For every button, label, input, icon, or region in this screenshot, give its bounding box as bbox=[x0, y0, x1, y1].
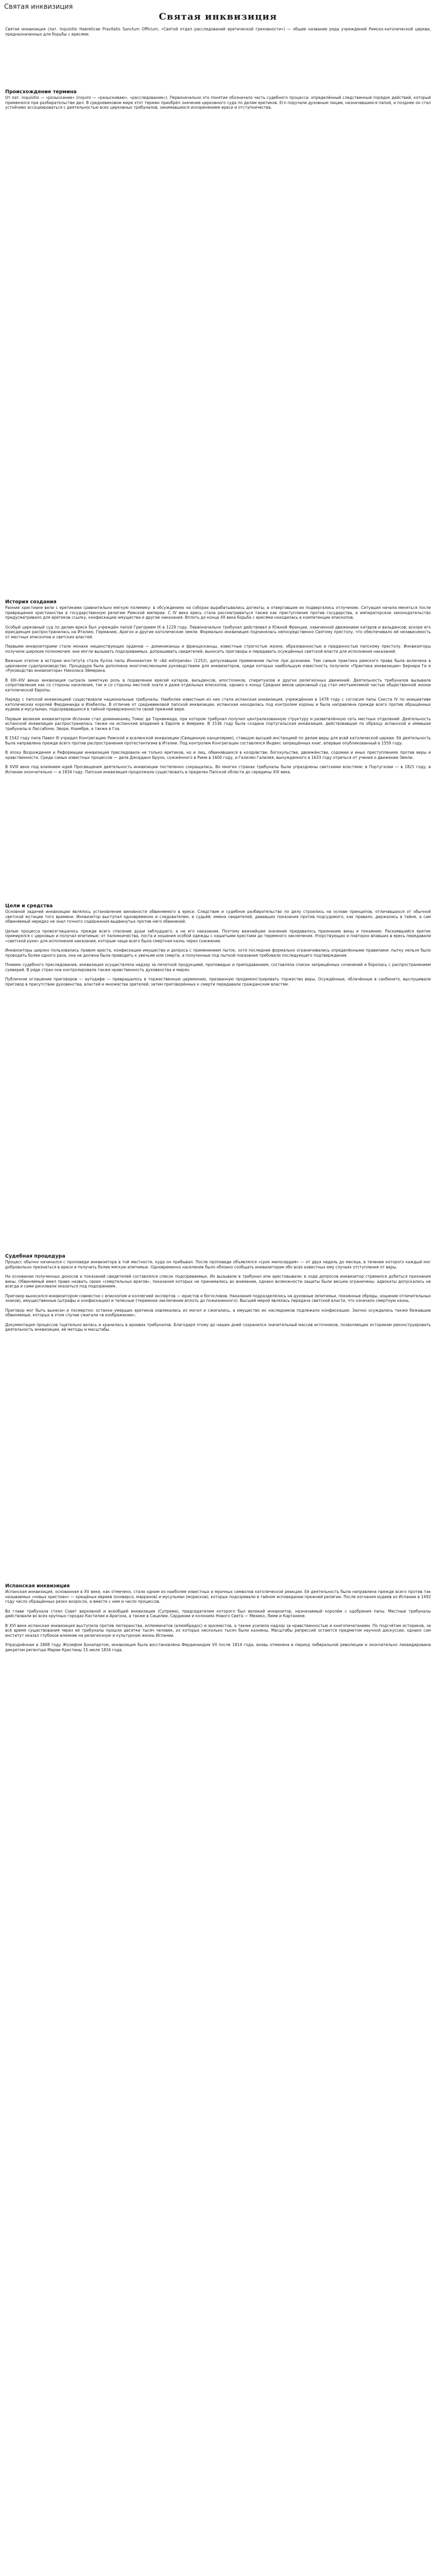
section-paragraph: На основании полученных доносов и показаний свидетелей составлялся список подозреваемых. Их вызывали в трибунал или арестовывали; в ходе допросов инквизитор стремился добиться признания вины. Обвиняемый имел право назвать своих «смертельных врагов», показания которых не принимались во внимание, однако возможности защиты были весьма ограничены: адвокаты допускались не всегда и сами рисковали оказаться под подозрением. bbox=[5, 1274, 431, 1289]
section-paragraph: Приговор мог быть вынесен и посмертно: останки умерших еретиков извлекались из могил и сжигались, а имущество их наследников подлежало конфискации. Заочно осуждались также бежавшие обвиняемые, которых в этом случае сжигали «в изображении». bbox=[5, 1308, 431, 1317]
section-paragraph: Целью процесса провозглашалось прежде всего спасение души заблудшего, а не его наказание. Поэтому важнейшее значение придавалось признанию вины и покаянию. Раскаявшийся еретик примирялся с церковью и получал епитимью: от паломничества, поста и ношения особой одежды с нашитыми крестами до тюремного заключения. Упорствующих и повторно впавших в ересь передавали «светской руке» для исполнения наказания, которым чаще всего была смертная казнь через сожжение. bbox=[5, 928, 431, 943]
section-heading: История создания bbox=[5, 599, 57, 605]
section-paragraph: Помимо судебного преследования, инквизиция осуществляла надзор за печатной продукцией, проповедью и преподаванием, составляла списки запрещённых сочинений и боролась с распространением суеверий. В ряде стран она контролировала также нравственность духовенства и мирян. bbox=[5, 962, 431, 972]
section-paragraph: Упразднённая в 1808 году Жозефом Бонапартом, инквизиция была восстановлена Фердинандом VII после 1814 года, вновь отменена в период либеральной революции и окончательно ликвидирована декретом регентши Марии Кристины 15 июля 1834 года. bbox=[5, 1642, 431, 1652]
section-paragraph: Ранние христиане вели с еретиками сравнительно мягкую полемику: в обсуждениях на соборах вырабатывались догматы, а отвергавшие их подвергались отлучению. Ситуация начала меняться после превращения христианства в государственную религию Римской империи. С IV века ересь стала рассматриваться также как преступление против государства, а императорское законодательство предусматривало для еретиков ссылку, конфискацию имущества и другие наказания. Вплоть до конца XII века борьба с ересями находилась в компетенции епископов. bbox=[5, 605, 431, 620]
section-paragraph: Испанская инквизиция, основанная в XV веке, как отмечено, стала одним из наиболее известных и мрачных символов католической реакции. Её деятельность была направлена прежде всего против так называемых «новых христиан» — крещёных евреев (конверсо, марранов) и мусульман (морисков), которых подозревали в тайном исповедании прежней религии. После изгнания иудеев из Испании в 1492 году число обращённых резко возросло, а вместе с ним и число процессов. bbox=[5, 1589, 431, 1604]
article-title: Святая инквизиция bbox=[159, 11, 277, 22]
intro-block bbox=[5, 27, 431, 37]
section-paragraph: Первыми инквизиторами стали монахи нищенствующих орденов — доминиканцы и францисканцы, известные строгостью жизни, образованностью и преданностью папскому престолу. Инквизиторы получили широкие полномочия: они могли вызывать подозреваемых, допрашивать свидетелей, выносить приговоры и передавать осуждённых светской власти для исполнения наказаний. bbox=[5, 644, 431, 654]
section-paragraph: Документация процессов тщательно велась и хранилась в архивах трибуналов. Благодаря этому до наших дней сохранился значительный массив источников, позволяющих историкам реконструировать деятельность инквизиции, её методы и масштабы. bbox=[5, 1322, 431, 1332]
section-paragraph: В XIII–XIV веках инквизиция сыграла заметную роль в подавлении ересей катаров, вальденсов, апостоликов, спиритуалов и других религиозных движений. Деятельность трибуналов вызывала сопротивление как со стороны населения, так и со стороны местной знати и даже отдельных епископов, однако к концу Средних веков церковный суд стал неотъемлемой частью общественной жизни католической Европы. bbox=[5, 677, 431, 692]
section-heading: Судебная процедура bbox=[5, 1253, 65, 1259]
section-1 bbox=[5, 89, 431, 115]
section-heading: Происхождение термина bbox=[5, 89, 77, 95]
intro-paragraph: Святая инквизиция (лат. Inquisitio Haereticae Pravitatis Sanctum Officium, «Святой отдел расследований еретической греховности») — общее название ряда учреждений Римско-католической церкви, предназначенных для борьбы с ересями. bbox=[5, 27, 431, 37]
section-paragraph: Основной задачей инквизиции являлось установление виновности обвиняемого в ереси. Следствие и судебное разбирательство по делу строились на основе принципов, отличавшихся от обычной светской юстиции того времени. Инквизитор выступал одновременно и следователем, и судьёй; имена свидетелей, дававших показания против подсудимого, как правило, держались в тайне, а сам обвиняемый нередко не знал точного содержания выдвинутых против него обвинений. bbox=[5, 909, 431, 924]
section-paragraph: Процесс обычно начинался с проповеди инквизитора в той местности, куда он прибывал. После проповеди объявлялся «срок милосердия» — от двух недель до месяца, в течение которого каждый мог добровольно признаться в ереси и получить более мягкую епитимью. Одновременно население было обязано сообщать инквизиторам обо всех известных ему случаях отступления от веры. bbox=[5, 1260, 431, 1269]
section-heading: Испанская инквизиция bbox=[5, 1583, 70, 1589]
section-2 bbox=[5, 599, 431, 779]
section-paragraph: Инквизиторы широко пользовались правом ареста, конфискации имущества и допроса с применением пыток, хотя последние формально ограничивались определёнными правилами: пытку нельзя было проводить более одного раза, она не должна была приводить к увечьям или смерти, а полученные под пыткой показания требовали последующего подтверждения. bbox=[5, 948, 431, 958]
section-3 bbox=[5, 903, 431, 991]
page-title: Святая инквизиция bbox=[4, 3, 73, 11]
section-paragraph: Наряду с папской инквизицией существовали национальные трибуналы. Наиболее известным из них стала испанская инквизиция, учреждённая в 1478 году с согласия папы Сикста IV по инициативе католических королей Фердинанда и Изабеллы. В отличие от средневековой папской инквизиции, испанская находилась под контролем короны и была направлена прежде всего против обращённых иудеев и мусульман, подозревавшихся в тайной приверженности своей прежней вере. bbox=[5, 697, 431, 711]
section-paragraph: В эпоху Возрождения и Реформации инквизиция преследовала не только еретиков, но и лиц, обвинявшихся в колдовстве, богохульстве, двоежёнстве, содомии и иных преступлениях против веры и нравственности. Среди самых известных процессов — дела Джордано Бруно, сожжённого в Риме в 1600 году, и Галилео Галилея, вынужденного в 1633 году отречься от учения о движении Земли. bbox=[5, 750, 431, 760]
section-paragraph: От лат. inquisitio — «розыскание» (inquiro — «разыскиваю», «расследование»). Первоначально это понятие обозначало часть судебного процесса: определённый следственный порядок действий, который применялся при разбирательстве дел. В средневековом мире этот термин приобрёл значение церковного суда по делам еретиков. Его поручали духовным лицам, назначавшимся папой, и позднее он стал устойчиво ассоциироваться с деятельностью всех церковных трибуналов, занимавшихся искоренением ереси и отступничества. bbox=[5, 95, 431, 110]
section-paragraph: В 1542 году папа Павел III учредил Конгрегацию Римской и вселенской инквизиции (Священную канцелярию), ставшую высшей инстанцией по делам веры для всей католической церкви. Её деятельность была направлена прежде всего против распространения протестантизма в Италии. Под контролем Конгрегации составлялся Индекс запрещённых книг, впервые опубликованный в 1559 году. bbox=[5, 736, 431, 745]
section-heading: Цели и средства bbox=[5, 903, 53, 909]
section-5 bbox=[5, 1583, 431, 1657]
section-paragraph: Публичное оглашение приговоров — аутодафе — превращалось в торжественную церемонию, призванную продемонстрировать торжество веры. Осуждённые, облачённые в санбенито, выслушивали приговор в присутствии духовенства, властей и множества зрителей; затем приговорённых к смерти передавали гражданским властям. bbox=[5, 977, 431, 987]
section-paragraph: В XVI веке испанская инквизиция выступила против лютеранства, иллюминатов (алюмбрадос) и эразмистов, а также усилила надзор за нравственностью и книгопечатанием. По подсчётам историков, за всё время существования через её трибуналы прошли десятки тысяч человек, из которых несколько тысяч были казнены. Масштабы репрессий остаются предметом научной дискуссии, однако сам институт оказал глубокое влияние на религиозную и культурную жизнь Испании. bbox=[5, 1623, 431, 1638]
section-paragraph: Приговор выносился инквизитором совместно с епископом и коллегией экспертов — юристов и богословов. Наказания подразделялись на духовные (епитимьи, покаянные обряды, ношение отличительных знаков), имущественные (штрафы и конфискации) и телесные (тюремное заключение вплоть до пожизненного). Высшей мерой являлась передача светской власти, что означало смертную казнь. bbox=[5, 1293, 431, 1303]
section-paragraph: Особый церковный суд по делам ереси был учреждён папой Григорием IX в 1229 году. Первоначально трибунал действовал в Южной Франции, охваченной движением катаров и вальденсов; вскоре его юрисдикция распространилась на Италию, Германию, Арагон и другие католические земли. Формально инквизиция подчинялась непосредственно Святому престолу, что обеспечивало ей независимость от местных епископов и светских властей. bbox=[5, 624, 431, 639]
section-paragraph: В XVIII веке под влиянием идей Просвещения деятельность инквизиции постепенно сокращалась. Во многих странах трибуналы были упразднены светскими властями: в Португалии — в 1821 году, в Испании окончательно — в 1834 году. Папская инквизиция продолжала существовать в пределах Папской области до середины XIX века. bbox=[5, 765, 431, 774]
section-paragraph: Важным этапом в истории института стала булла папы Иннокентия IV «Ad extirpanda» (1252), допускавшая применение пыток при дознании. Тем самым практика римского права была включена в церковное судопроизводство. Процедура была дополнена многочисленными руководствами для инквизиторов, среди которых наибольшую известность получили «Практика инквизиции» Бернара Ги и «Руководство инквизитора» Николаса Эймерика. bbox=[5, 658, 431, 673]
section-paragraph: Во главе трибунала стоял Совет верховной и всеобщей инквизиции (Супрема), председателем которого был великий инквизитор, назначаемый королём с одобрения папы. Местные трибуналы действовали во всех крупных городах Кастилии и Арагона, а также в Сицилии, Сардинии и колониях Нового Света — Мехико, Лиме и Картахене. bbox=[5, 1608, 431, 1618]
article-content bbox=[5, 27, 431, 2576]
section-paragraph: Первым великим инквизитором Испании стал доминиканец Томас де Торквемада, при котором трибунал получил централизованную структуру и разветвлённую сеть местных отделений. Деятельность испанской инквизиции распространилась также на испанские владения в Европе и Америке. В 1536 году была создана португальская инквизиция, действовавшая по образцу испанской и имевшая трибуналы в Лиссабоне, Эворе, Коимбре, а также в Гоа. bbox=[5, 716, 431, 731]
section-4 bbox=[5, 1253, 431, 1337]
